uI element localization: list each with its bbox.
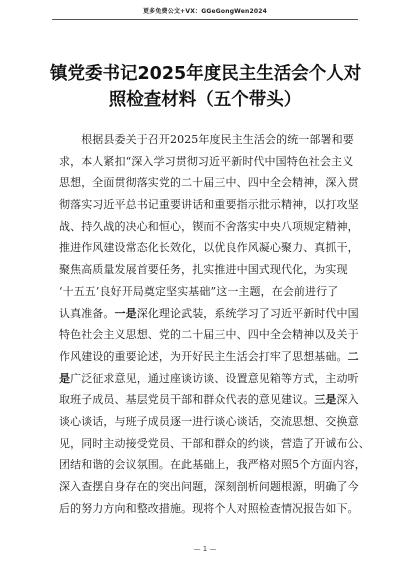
body-text-segment: 广泛征求意见，通过座谈访谈、设置意见箱等方式，主动听 <box>70 371 359 385</box>
body-text-segment: 认真准备。 <box>59 306 115 320</box>
title-line: 镇党委书记2025年度民主生活会个人对 <box>50 64 362 84</box>
body-text-segment: 根据县委关于召开2025年度民主生活会的统一部署和要 <box>59 133 354 146</box>
body-line <box>59 324 360 346</box>
body-line <box>59 476 360 498</box>
body-line <box>59 172 360 194</box>
body-line <box>59 216 360 238</box>
body-line <box>59 303 360 325</box>
body-text-segment: 深入 <box>336 393 359 407</box>
body-text-segment: 彻落实习近平总书记重要讲话和重要指示批示精神，以打攻坚 <box>59 198 359 212</box>
body-text-segment: 见，同时主动接受党员、干部和群众的约谈，营造了开诚布公、 <box>59 436 370 450</box>
body-line <box>59 498 360 520</box>
page-number: — 1 — <box>193 545 217 553</box>
body-line <box>59 259 360 281</box>
body-line <box>59 346 360 368</box>
body-text-segment: 取班子成员、基层党员干部和群众代表的意见建议。 <box>59 393 315 407</box>
body-text-segment: 特色社会主义思想、党的二十届三中、四中全会精神以及关于 <box>59 328 359 342</box>
body-line <box>59 281 360 303</box>
title-line: 照检查材料（五个带头） <box>108 90 302 110</box>
body-text-segment: 思想，全面贯彻落实党的二十届三中、四中全会精神，深入贯 <box>59 176 359 190</box>
document-title <box>50 61 360 113</box>
body-line <box>59 411 360 433</box>
body-line <box>59 129 360 151</box>
emphasis-marker: 二 <box>347 349 359 363</box>
body-line <box>59 454 366 476</box>
body-text-segment: 推进作风建设常态化长效化，以优良作风凝心聚力、真抓干， <box>59 241 359 255</box>
body-line <box>59 151 360 173</box>
body-paragraph <box>59 129 370 519</box>
emphasis-marker: 三是 <box>314 393 337 407</box>
body-line <box>59 237 360 259</box>
body-line <box>59 194 360 216</box>
body-line <box>59 368 360 390</box>
body-text-segment: 深化理论武装，系统学习了习近平新时代中国 <box>136 306 359 320</box>
header-divider <box>52 19 358 20</box>
body-text-segment: ‘十五五’良好开局奠定坚实基础”这一主题，在会前进行了 <box>59 284 339 298</box>
body-text-segment: 深入查摆自身存在的突出问题，深刻剖析问题根源，明确了今 <box>59 480 359 493</box>
top-banner: 更多免费公文+VX：GGeGongWen2024 <box>142 8 268 15</box>
body-text-segment: 谈心谈话，与班子成员逐一进行谈心谈话，交流思想、交换意 <box>59 414 359 428</box>
body-text-segment: 团结和谐的会议氛围。在此基础上，我严格对照5个方面内容， <box>59 458 366 472</box>
body-text-segment: 作风建设的重要论述，为开好民主生活会打牢了思想基础。 <box>59 349 348 363</box>
emphasis-marker: 是 <box>59 371 71 385</box>
body-line <box>59 433 370 455</box>
body-text-segment: 聚焦高质量发展首要任务，扎实推进中国式现代化，为实现 <box>59 263 348 277</box>
body-text-segment: 战、持久战的决心和恒心，锲而不舍落实中央八项规定精神， <box>59 219 359 233</box>
emphasis-marker: 一是 <box>114 306 137 320</box>
body-line <box>59 389 360 411</box>
body-text-segment: 后的努力方向和整改措施。现将个人对照检查情况报告如下。 <box>59 501 359 515</box>
body-text-segment: 求，本人紧扣“深入学习贯彻习近平新时代中国特色社会主义 <box>59 154 354 168</box>
